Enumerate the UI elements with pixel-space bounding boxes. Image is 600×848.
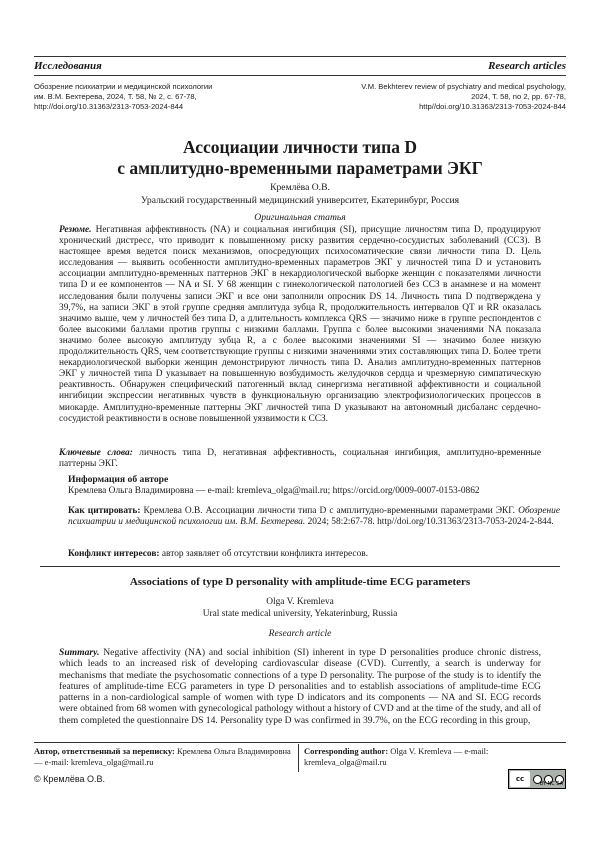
copyright-notice: © Кремлёва О.В. <box>34 774 106 784</box>
citation-tail: 2024; 58:2:67-78. http//doi.org/10.31363/2313-7053-2024-2-844. <box>305 517 554 528</box>
license-label: BY NC SA <box>539 781 563 787</box>
conflict-text: автор заявляет об отсутствии конфликта интересов. <box>159 549 369 559</box>
cc-license-badge[interactable] <box>508 769 566 789</box>
corr-text: Olga V. Kremleva — e-mail: kremleva_olga@mail.ru <box>304 746 489 767</box>
article-type-en: Research article <box>268 628 332 639</box>
author-info-body: Кремлева Ольга Владимировна — e-mail: kremleva_olga@mail.ru; https://orcid.org/0009-0007-0153-0862 <box>68 486 480 496</box>
abstract-text: Negative affectivity (NA) and social inhibition (SI) inherent in type D personalities produce chronic distress, which leads to an increased risk of developing cardiovascular disease (CVD). Currently, a search is underway for mechanisms that mediate the psychosomatic connections of a type D personality. The purpose of the study is to identify the features of amplitude-time ECG parameters in type D personalities and to establish associations of amplitude-time ECG patterns in a non-cardiological sample of women with type D indicators and its components — NA and SI. ECG records were obtained from 68 women with gynecological pathology without a history of CVD and at the time of the study, and all of them completed the questionnaire DS 14. Personality type D was confirmed in 39.7%, on the ECG recording in this group, <box>59 647 541 726</box>
corr-lead: Corresponding author: <box>304 746 389 756</box>
abstract-lead: Резюме. <box>59 225 92 235</box>
abstract-text: Негативная аффективность (NA) и социальная ингибиция (SI), присущие личностям типа D, продуцируют хронический дистресс, что приводит к повышенному риску развития сердечно-сосудистых заболеваний (ССЗ). В настоящее время ведется поиск механизмов, опосредующих психосоматические связи личности типа D. Цель исследования — выявить особенности амплитудно-временных параметров ЭКГ у личностей типа D и установить ассоциации амплитудно-временных паттернов ЭКГ в некардиологической выборке женщин с показателями личности типа D и ее компонентов — NA и SI. У 68 женщин с гинекологической патологией без ССЗ в анамнезе и на момент исследования были получены записи ЭКГ и все они заполнили опросник DS 14. Личность типа D подтверждена у 39,7%, на записи ЭКГ в этой группе средняя амплитуда зубца R, продолжительность интервалов QT и RR оказалась значимо выше, чем у личностей без типа D, а длительность комплекса QRS — значимо ниже в группе респондентов с более высокими баллами против группы с низкими баллами. Группа с более высокими значениями NA показала значимо более высокую амплитуду зубца R, а с более высокими значениями SI — значимо более низкую продолжительность QRS, чем соответствующие группы с низкими значениями этих составляющих типа D. Более трети некардиологической выборки женщин демонстрируют личность типа D. Анализ амплитудно-временных паттернов ЭКГ у личностей типа D указывает на повышенную возбудимость желудочков сердца и чрезмерную симпатическую реактивность. Обнаружен специфический патогенный вклад синергизма негативной аффективности и социальной ингибиции экспрессии негативных чувств в функциональную организацию электрофизиологических процессов в миокарде. Амплитудно-временные паттерны ЭКГ личностей типа D указывают на автономный дисбаланс сердечно-сосудистой реактивности в основе повышенной уязвимости к ССЗ. <box>59 225 541 424</box>
citation-lead: Как цитировать: <box>68 506 141 516</box>
abstract-en <box>59 647 541 726</box>
title-line: с амплитудно-временными параметрами ЭКГ <box>117 158 483 178</box>
title-line: Ассоциации личности типа D <box>183 137 417 157</box>
section-divider <box>40 566 560 567</box>
corr-lead: Автор, ответственный за переписку: <box>34 746 175 756</box>
corresponding-author-ru <box>34 746 292 767</box>
corresponding-author-en <box>304 746 566 767</box>
author-en: Olga V. Kremleva <box>266 597 334 607</box>
conflict-lead: Конфликт интересов: <box>68 549 160 559</box>
affiliation-en: Ural state medical university, Yekaterinburg, Russia <box>202 609 398 619</box>
author-ru: Кремлёва О.В. <box>270 182 330 193</box>
author-info-heading: Информация об авторе <box>68 474 169 485</box>
corr-text: Кремлева Ольга Владимировна — e-mail: kremleva_olga@mail.ru <box>34 746 291 767</box>
conflict-of-interest <box>68 549 560 559</box>
doi-link[interactable]: http//doi.org/10.31363/2313-7053-2024-844 <box>419 102 566 111</box>
journal-line: им. В.М. Бехтерева, 2024, Т. 58, № 2, с. 67-78, <box>34 92 197 101</box>
footer-column-divider <box>298 744 299 772</box>
journal-line: V.M. Bekhterev review of psychiatry and medical psychology, <box>361 82 566 91</box>
abstract-ru <box>59 225 541 425</box>
journal-info-en <box>311 82 566 112</box>
article-title-ru <box>40 137 560 179</box>
keywords-text: личность типа D, негативная аффективность, социальная ингибиция, амплитудно-временные паттерны ЭКГ. <box>59 448 542 470</box>
abstract-lead: Summary. <box>59 647 100 658</box>
journal-info-ru <box>34 82 284 112</box>
affiliation-ru: Уральский государственный медицинский университет, Екатеринбург, Россия <box>140 195 460 206</box>
doi-link[interactable]: http://doi.org/10.31363/2313-7053-2024-844 <box>34 102 184 111</box>
article-type-ru: Оригинальная статья <box>254 212 346 223</box>
citation-block <box>68 506 560 528</box>
journal-line: 2024, T. 58, no 2, pp. 67-78, <box>471 92 566 101</box>
section-label-ru: Исследования <box>34 60 102 72</box>
cc-logo-icon: cc <box>510 771 530 787</box>
footer-rule <box>34 742 566 743</box>
section-header-bar <box>34 56 566 76</box>
keywords-lead: Ключевые слова: <box>59 448 133 458</box>
article-title-en: Associations of type D personality with amplitude-time ECG parameters <box>129 576 471 588</box>
citation-text: Кремлева О.В. Ассоциации личности типа D с амплитудно-временными параметрами ЭКГ. <box>140 506 519 516</box>
section-label-en: Research articles <box>488 60 566 72</box>
journal-line: Обозрение психиатрии и медицинской психологии <box>34 82 213 91</box>
citation-journal: Обозрение психиатрии и медицинской психологии им. В.М. Бехтерева. <box>68 506 560 528</box>
keywords-ru <box>59 448 541 470</box>
